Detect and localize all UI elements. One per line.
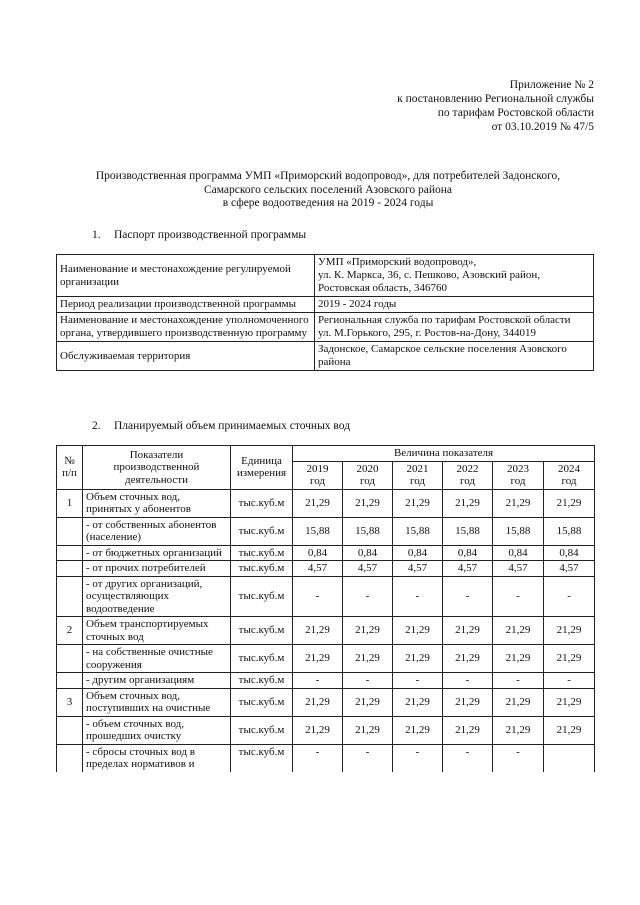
row-value: 15,88 [443,517,493,545]
row-value: 15,88 [493,517,544,545]
row-value: 21,29 [544,489,595,517]
title-line: в сфере водоотведения на 2019 - 2024 годы [222,197,434,209]
section-title: Паспорт производственной программы [114,229,307,241]
row-indicator: - от собственных абонентов (население) [83,517,231,545]
row-value: 21,29 [343,645,393,673]
row-value: 4,57 [544,561,595,577]
passport-label: Обслуживаемая территория [57,342,315,371]
row-indicator: - на собственные очистные сооружения [83,645,231,673]
section-heading-volumes [92,420,350,434]
passport-row [57,342,594,371]
row-value: 4,57 [443,561,493,577]
row-value: 0,84 [544,545,595,561]
row-value: 21,29 [393,688,443,716]
row-value: 21,29 [393,617,443,645]
row-num [57,545,83,561]
section-number: 2. [92,420,101,432]
row-value: 21,29 [544,716,595,744]
row-value: 21,29 [293,617,343,645]
row-unit: тыс.куб.м [231,545,293,561]
row-value: 21,29 [343,489,393,517]
passport-value [315,297,594,313]
row-value: 21,29 [343,716,393,744]
header-num: № п/п [57,446,83,490]
passport-value-line: ул. М.Горького, 295, г. Ростов-на-Дону, 344019 [318,327,536,339]
row-num: 2 [57,617,83,645]
header-year-value: 2023 [507,462,529,475]
passport-label: Период реализации производственной программы [57,297,315,313]
row-value [544,744,595,772]
header-unit: Единица измерения [231,446,293,490]
header-indicator: Показатели производственной деятельности [83,446,231,490]
passport-value-line: Ростовская область, 346760 [318,282,447,294]
row-value: 21,29 [443,489,493,517]
header-year-suffix: год [409,475,426,487]
header-year-suffix: год [309,475,326,487]
header-year-value: 2024 [558,462,581,475]
table-row [57,617,595,645]
header-year-value: 2022 [456,462,479,475]
section-title: Планируемый объем принимаемых сточных вод [114,420,351,432]
table-row [57,517,595,545]
passport-value [315,313,594,342]
row-value: 21,29 [293,489,343,517]
row-value: 4,57 [293,561,343,577]
header-value-group: Величина показателя [293,446,595,462]
appendix-line: по тарифам Ростовской области [437,107,594,119]
appendix-line: к постановлению Региональной службы [397,93,594,105]
row-value: - [393,576,443,617]
row-unit: тыс.куб.м [231,517,293,545]
header-year [343,461,393,489]
section-heading-passport [92,229,306,243]
row-value: 0,84 [343,545,393,561]
row-value: 21,29 [544,617,595,645]
row-value: - [293,673,343,689]
row-unit: тыс.куб.м [231,617,293,645]
appendix-line: Приложение № 2 [509,79,594,91]
row-value: 21,29 [393,716,443,744]
row-value: 21,29 [544,688,595,716]
row-value: 15,88 [393,517,443,545]
row-unit: тыс.куб.м [231,645,293,673]
row-unit: тыс.куб.м [231,716,293,744]
row-num [57,673,83,689]
row-num: 3 [57,688,83,716]
passport-value [315,342,594,371]
row-indicator: Объем транспортируемых сточных вод [83,617,231,645]
row-value: - [393,744,443,772]
row-unit: тыс.куб.м [231,744,293,772]
passport-row [57,313,594,342]
row-value: 21,29 [493,688,544,716]
row-num [57,576,83,617]
row-value: 0,84 [443,545,493,561]
row-value: 4,57 [393,561,443,577]
row-value: 0,84 [293,545,343,561]
row-value: 21,29 [493,645,544,673]
row-indicator: - объем сточных вод, прошедших очистку [83,716,231,744]
row-value: 21,29 [293,688,343,716]
header-year-suffix: год [510,475,526,487]
passport-table [56,254,594,371]
row-value: 21,29 [393,489,443,517]
volumes-table [56,445,595,772]
table-row [57,688,595,716]
header-year [544,461,595,489]
table-row [57,744,595,772]
header-year-suffix: год [359,475,376,487]
row-value: 21,29 [343,688,393,716]
passport-row [57,255,594,297]
row-indicator: - от прочих потребителей [83,561,231,577]
passport-row [57,297,594,313]
row-value: - [493,673,544,689]
row-value: 21,29 [493,716,544,744]
table-row [57,716,595,744]
passport-value [315,255,594,297]
row-value: - [343,673,393,689]
appendix-note [397,78,594,134]
header-year [293,461,343,489]
row-indicator: - сбросы сточных вод в пределах нормативов и [83,744,231,772]
row-unit: тыс.куб.м [231,576,293,617]
passport-value-line: УМП «Приморский водопровод», [318,256,477,268]
row-indicator: - от других организаций, осуществляющих водоотведение [83,576,231,617]
table-row [57,561,595,577]
row-indicator: - другим организациям [83,673,231,689]
row-num [57,716,83,744]
row-value: - [493,576,544,617]
row-value: 4,57 [343,561,393,577]
table-row [57,576,595,617]
row-value: 21,29 [443,716,493,744]
row-value: 21,29 [493,617,544,645]
row-value: 21,29 [293,645,343,673]
row-value: 15,88 [343,517,393,545]
document-title [50,170,606,211]
row-num [57,561,83,577]
row-value: 21,29 [343,617,393,645]
row-value: 15,88 [544,517,595,545]
row-unit: тыс.куб.м [231,673,293,689]
row-value: 15,88 [293,517,343,545]
table-row [57,645,595,673]
header-year-value: 2020 [356,462,379,475]
header-year-value: 2021 [406,462,429,475]
header-year [443,461,493,489]
header-year-suffix: год [561,475,577,487]
row-unit: тыс.куб.м [231,489,293,517]
table-row [57,489,595,517]
title-line: Самарского сельских поселений Азовского района [203,183,453,196]
row-unit: тыс.куб.м [231,688,293,716]
passport-value-line: ул. К. Маркса, 36, с. Пешково, Азовский район, [318,269,541,281]
row-value: - [293,576,343,617]
passport-label: Наименование и местонахождение уполномоченного органа, утвердившего производственную программу [57,313,315,342]
row-value: 0,84 [493,545,544,561]
row-value: 0,84 [393,545,443,561]
row-value: 21,29 [443,645,493,673]
passport-label: Наименование и местонахождение регулируемой организации [57,255,315,297]
row-value: - [544,673,595,689]
row-value: 21,29 [393,645,443,673]
row-value: - [544,576,595,617]
row-num [57,744,83,772]
row-value: - [443,576,493,617]
table-row [57,673,595,689]
row-value: 21,29 [293,716,343,744]
row-value: 21,29 [443,688,493,716]
passport-value-line: Региональная служба по тарифам Ростовской области [318,314,571,326]
section-number: 1. [92,229,101,241]
row-value: - [293,744,343,772]
row-indicator: Объем сточных вод, принятых у абонентов [83,489,231,517]
table-header-row [57,446,595,462]
row-value: 21,29 [544,645,595,673]
row-value: 4,57 [493,561,544,577]
row-value: - [443,744,493,772]
passport-value-line: 2019 - 2024 годы [318,298,397,310]
appendix-line: от 03.10.2019 № 47/5 [491,121,594,133]
title-line: Производственная программа УМП «Приморский водопровод», для потребителей Задонского, [95,170,561,182]
row-value: 21,29 [493,489,544,517]
passport-value-line: Задонское, Самарское сельские поселения Азовского района [318,343,567,368]
row-value: - [343,576,393,617]
row-num [57,645,83,673]
row-value: - [493,744,544,772]
row-num: 1 [57,489,83,517]
row-value: 21,29 [443,617,493,645]
row-indicator: Объем сточных вод, поступивших на очистные [83,688,231,716]
header-year [393,461,443,489]
header-year-suffix: год [459,475,476,487]
row-value: - [343,744,393,772]
row-value: - [393,673,443,689]
table-row [57,545,595,561]
row-value: - [443,673,493,689]
row-num [57,517,83,545]
row-unit: тыс.куб.м [231,561,293,577]
header-year [493,461,544,489]
header-year-value: 2019 [306,462,329,475]
row-indicator: - от бюджетных организаций [83,545,231,561]
